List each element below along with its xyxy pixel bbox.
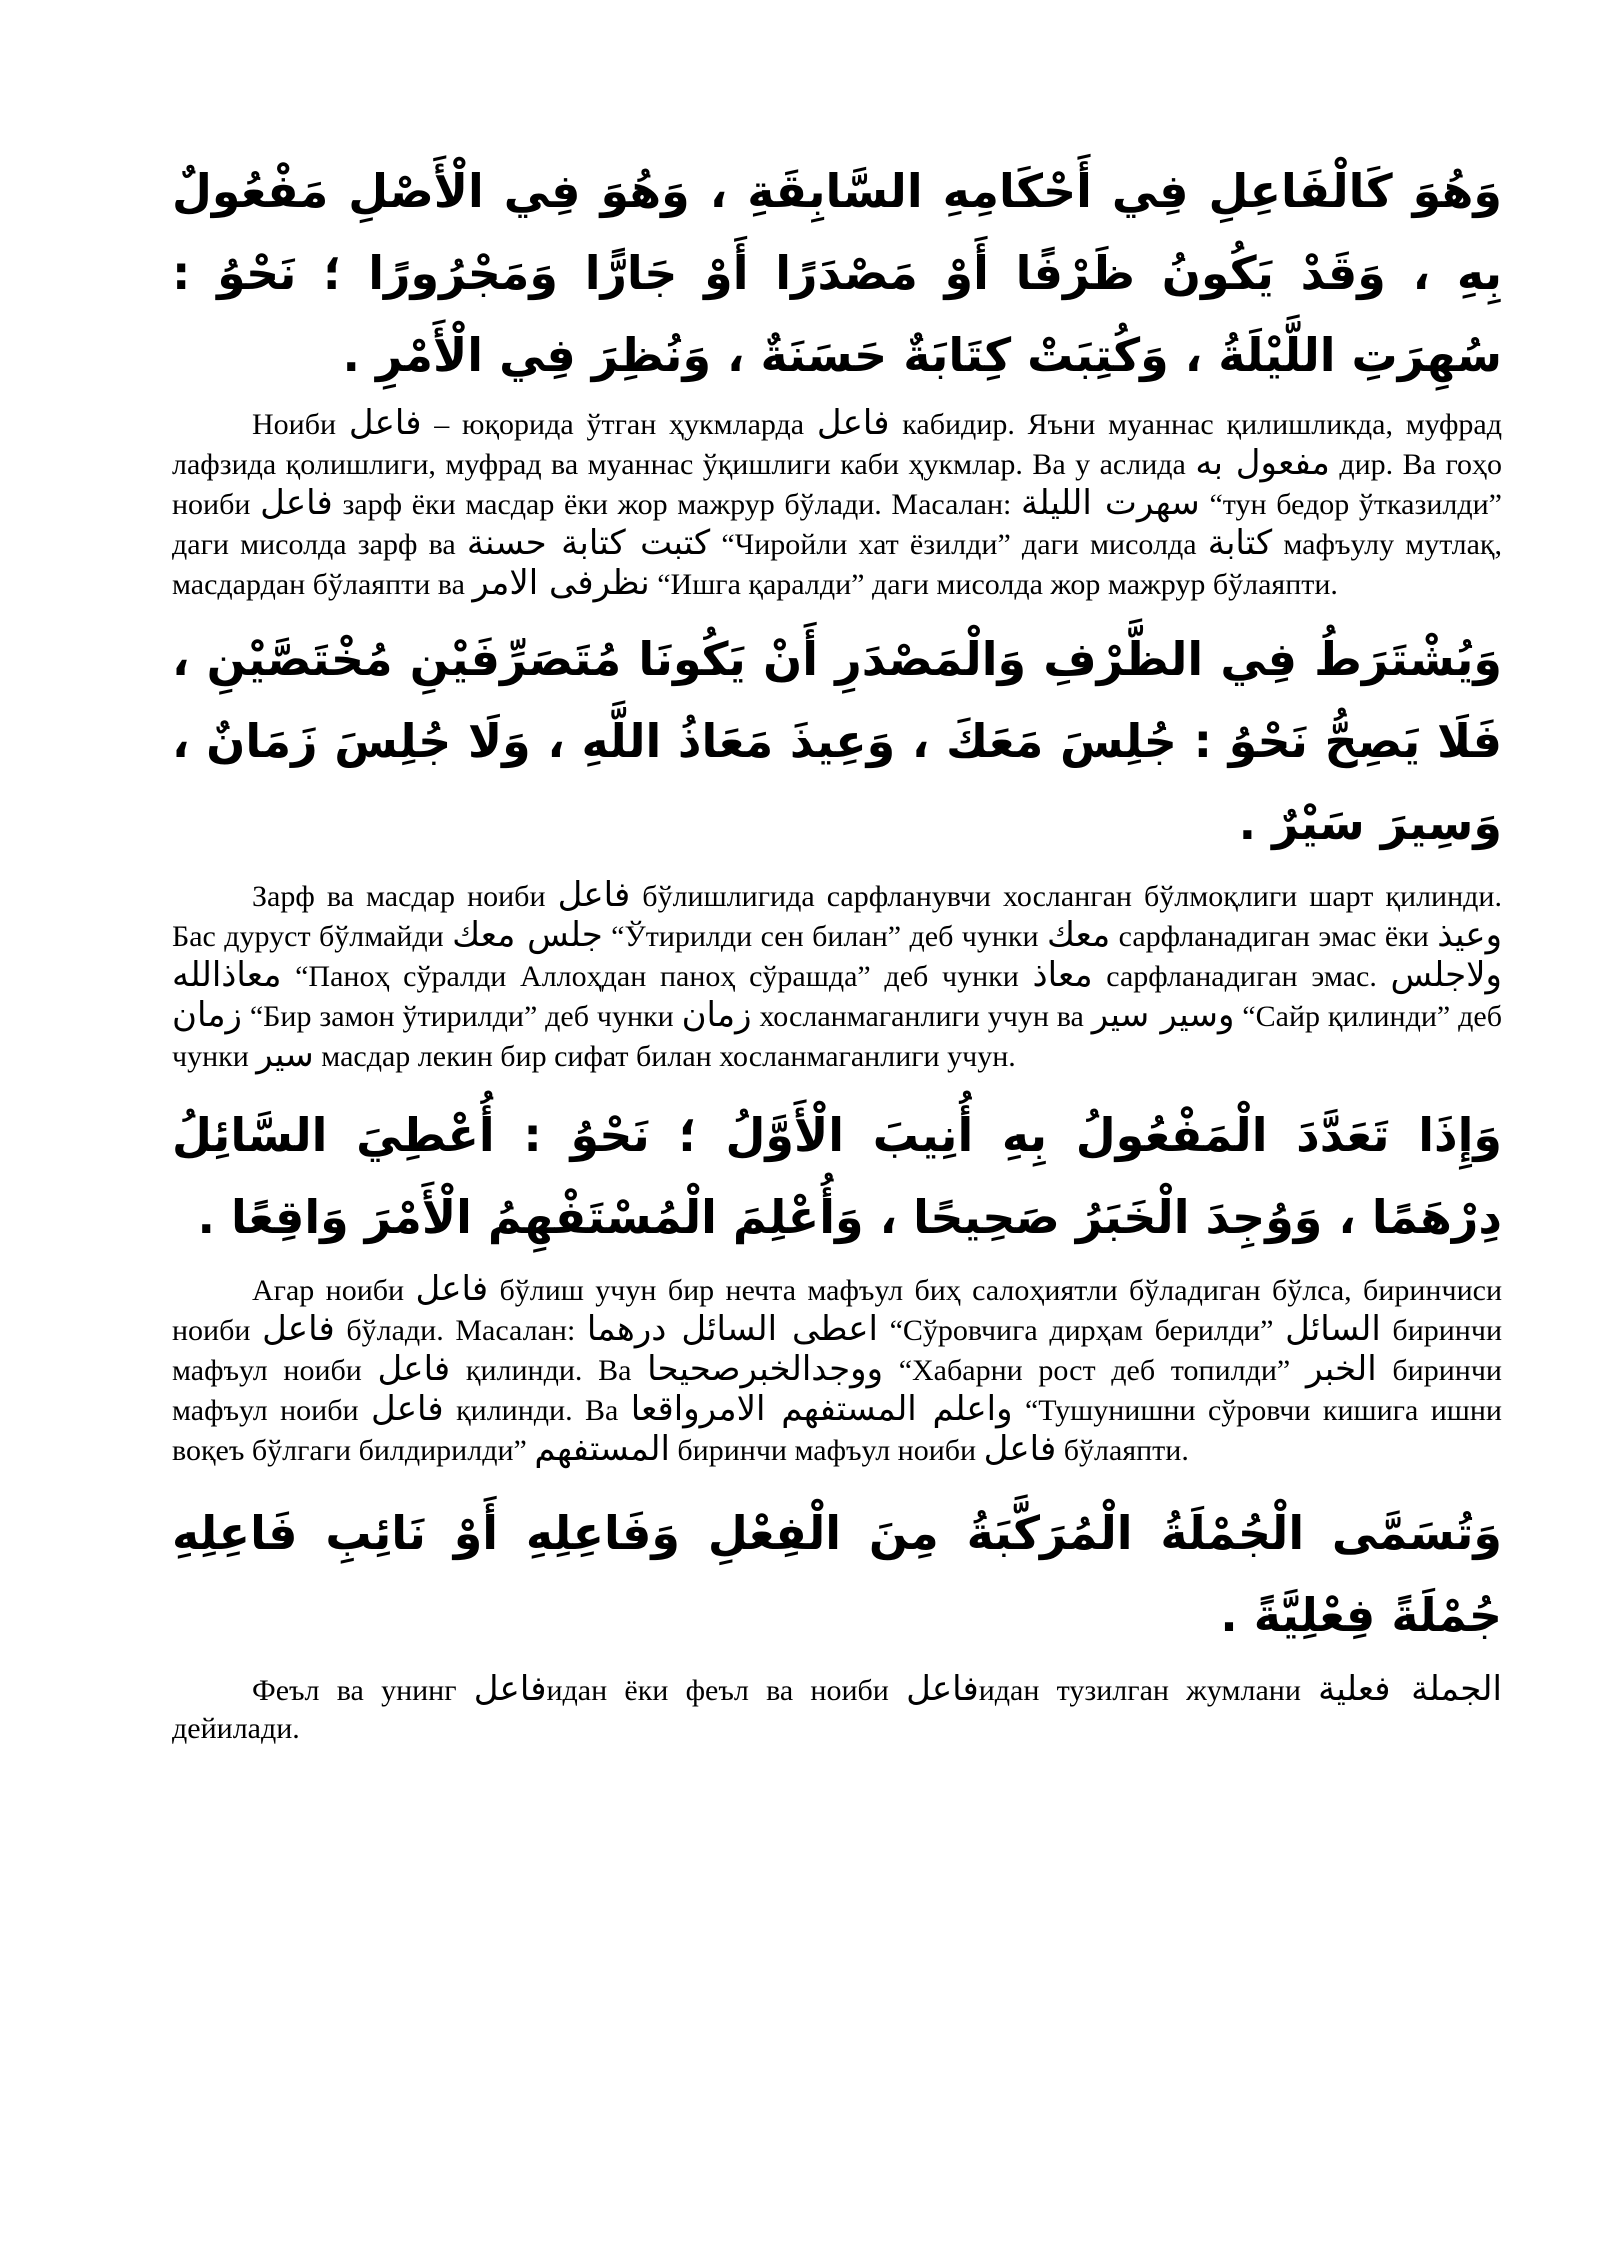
translation-text: – юқорида ўтган ҳукмларда: [421, 408, 817, 441]
translation-text: Зарф ва масдар ноиби: [252, 880, 558, 913]
arabic-term: كتابة: [1207, 523, 1273, 563]
arabic-term: واعلم المستفهم الامرواقعا: [630, 1389, 1013, 1429]
arabic-term: فاعل: [370, 1389, 444, 1429]
arabic-term: فاعل: [557, 875, 631, 915]
translation-paragraph: [172, 1270, 1502, 1470]
arabic-term: فاعل: [377, 1349, 451, 1389]
arabic-term: كتبت كتابة حسنة: [466, 523, 711, 563]
translation-text: “Сўровчига дирҳам берилди”: [877, 1314, 1286, 1347]
translation-text: “Хабарни рост деб топилди”: [883, 1354, 1306, 1387]
translation-text: қилинди. Ва: [450, 1354, 648, 1387]
translation-paragraph: [172, 876, 1502, 1076]
translation-text: бўлади. Масалан:: [334, 1314, 587, 1347]
arabic-term: الجملة فعلية: [1318, 1669, 1502, 1709]
translation-text: идан ёки феъл ва ноиби: [546, 1674, 907, 1707]
arabic-term: مفعول به: [1195, 443, 1330, 483]
translation-text: бўлаяпти.: [1056, 1434, 1189, 1467]
translation-text: “Ишга қаралди” даги мисолда жор мажрур бўлаяпти.: [649, 568, 1338, 601]
translation-text: сарфланадиган эмас.: [1092, 960, 1391, 993]
translation-4: [172, 1670, 1502, 1748]
translation-text: биринчи мафъул ноиби: [669, 1434, 984, 1467]
arabic-term: وسير سير: [1091, 995, 1235, 1035]
translation-text: Ноиби: [252, 408, 349, 441]
translation-text: “Сайр қилинди” деб чунки: [172, 1000, 1502, 1073]
arabic-term: زمان: [681, 995, 752, 1035]
arabic-term: فاعل: [415, 1269, 489, 1309]
arabic-term: فاعل: [348, 403, 422, 443]
arabic-term: اعطى السائل درهما: [586, 1309, 878, 1349]
arabic-text-2: وَيُشْتَرَطُ فِي الظَّرْفِ وَالْمَصْدَرِ أَنْ يَكُونَا مُتَصَرِّفَيْنِ مُخْتَصَّيْنِ ، فَلَا يَصِحُّ نَحْوُ : جُلِسَ مَعَكَ ، وَعِيذَ مَعَاذُ اللَّهِ ، وَلَا جُلِسَ زَمَانٌ ، وَسِيرَ سَيْرٌ .: [172, 632, 1502, 850]
translation-3: [172, 1270, 1502, 1470]
translation-text: бўлиш учун бир нечта мафъул биҳ салоҳиятли бўладиган бўлса, биринчиси ноиби: [172, 1274, 1503, 1347]
arabic-term: الخبر: [1305, 1349, 1377, 1389]
arabic-term: نظرفى الامر: [472, 563, 650, 603]
translation-text: Агар ноиби: [252, 1274, 416, 1307]
translation-text: масдар лекин бир сифат билан хосланмаганлиги учун.: [313, 1040, 1016, 1073]
arabic-text-4: وَتُسَمَّى الْجُمْلَةُ الْمُرَكَّبَةُ مِنَ الْفِعْلِ وَفَاعِلِهِ أَوْ نَائِبِ فَاعِلِهِ جُمْلَةً فِعْلِيَّةً .: [172, 1506, 1502, 1642]
translation-text: “Тушунишни сўровчи кишига ишни воқеъ бўлгаги билдирилди”: [172, 1394, 1502, 1467]
arabic-text-1: وَهُوَ كَالْفَاعِلِ فِي أَحْكَامِهِ السَّابِقَةِ ، وَهُوَ فِي الْأَصْلِ مَفْعُولٌ بِهِ ، وَقَدْ يَكُونُ ظَرْفًا أَوْ مَصْدَرًا أَوْ جَارًّا وَمَجْرُورًا ؛ نَحْوُ : سُهِرَتِ اللَّيْلَةُ ، وَكُتِبَتْ كِتَابَةٌ حَسَنَةٌ ، وَنُظِرَ فِي الْأَمْرِ .: [172, 164, 1502, 382]
arabic-term: وعيذ معاذالله: [172, 915, 1502, 995]
arabic-text-3: وَإِذَا تَعَدَّدَ الْمَفْعُولُ بِهِ أُنِيبَ الْأَوَّلُ ؛ نَحْوُ : أُعْطِيَ السَّائِلُ دِرْهَمًا ، وَوُجِدَ الْخَبَرُ صَحِيحًا ، وَأُعْلِمَ الْمُسْتَفْهِمُ الْأَمْرَ وَاقِعًا .: [172, 1108, 1502, 1244]
translation-2: [172, 876, 1502, 1076]
translation-text: дир. Ва гоҳо ноиби: [172, 448, 1502, 521]
translation-text: қилинди. Ва: [443, 1394, 631, 1427]
translation-text: бўлишлигида сарфланувчи хосланган бўлмоқлиги шарт қилинди. Бас дуруст бўлмайди: [172, 880, 1502, 953]
arabic-term: معك: [1046, 915, 1111, 955]
translation-text: сарфланадиган эмас ёки: [1110, 920, 1438, 953]
arabic-term: فاعل: [262, 1309, 335, 1349]
translation-paragraph: [172, 1670, 1502, 1748]
arabic-term: سهرت الليلة: [1021, 483, 1200, 523]
arabic-term: المستفهم: [534, 1429, 670, 1469]
translation-text: “Ўтирилди сен билан” деб чунки: [602, 920, 1047, 953]
arabic-term: ووجدالخبرصحيحا: [647, 1349, 883, 1389]
translation-text: биринчи мафъул ноиби: [172, 1354, 1502, 1427]
arabic-term: فاعل: [983, 1429, 1057, 1469]
translation-text: “Чиройли хат ёзилди” даги мисолда: [710, 528, 1208, 561]
arabic-term: فاعل: [473, 1669, 547, 1709]
translation-text: дейилади.: [172, 1712, 300, 1745]
arabic-term: سير: [256, 1035, 314, 1075]
page: [172, 150, 1502, 1748]
translation-text: хосланмаганлиги учун ва: [751, 1000, 1092, 1033]
translation-text: “Паноҳ сўралди Аллоҳдан паноҳ сўрашда” деб чунки: [281, 960, 1033, 993]
arabic-term: السائل: [1285, 1309, 1381, 1349]
translation-text: биринчи мафъул ноиби: [172, 1314, 1502, 1387]
arabic-term: فاعل: [260, 483, 333, 523]
arabic-term: جلس معك: [452, 915, 603, 955]
arabic-term: ولاجلس زمان: [172, 955, 1502, 1035]
translation-text: зарф ёки масдар ёки жор мажрур бўлади. Масалан:: [332, 488, 1022, 521]
arabic-term: فاعل: [906, 1669, 979, 1709]
arabic-term: فاعل: [816, 403, 890, 443]
translation-text: идан тузилган жумлани: [978, 1674, 1319, 1707]
translation-text: “тун бедор ўтказилди” даги мисолда зарф ва: [172, 488, 1502, 561]
translation-text: “Бир замон ўтирилди” деб чунки: [241, 1000, 682, 1033]
translation-paragraph: [172, 404, 1502, 604]
translation-text: мафъулу мутлақ, масдардан бўлаяпти ва: [172, 528, 1502, 601]
translation-1: [172, 404, 1502, 604]
arabic-term: معاذ: [1032, 955, 1093, 995]
translation-text: кабидир. Яъни муаннас қилишликда, муфрад лафзида қолишлиги, муфрад ва муаннас ўқишлиги каби ҳукмлар. Ва у аслида: [172, 408, 1502, 481]
translation-text: Феъл ва унинг: [252, 1674, 474, 1707]
